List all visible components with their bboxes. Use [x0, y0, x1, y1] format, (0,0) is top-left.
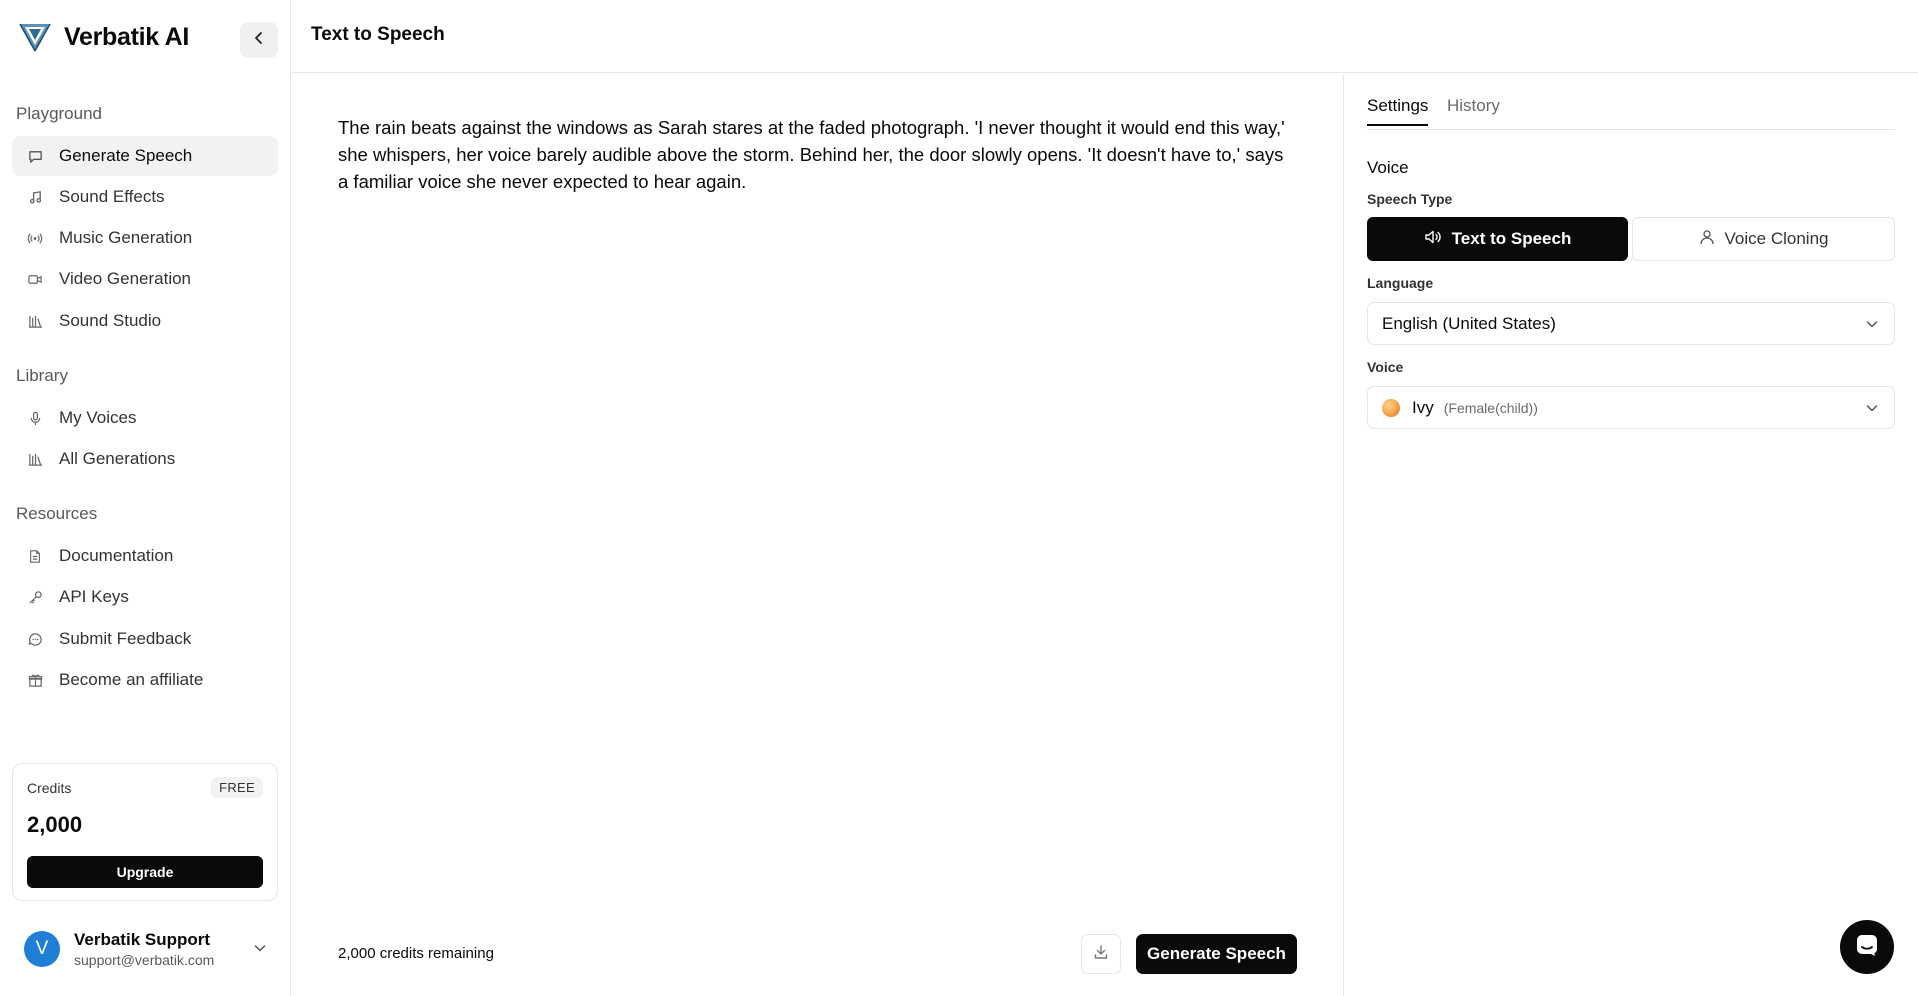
chevron-left-icon [251, 30, 267, 51]
tab-history[interactable]: History [1447, 96, 1500, 115]
credits-label: Credits [27, 780, 72, 796]
section-title-playground: Playground [16, 104, 103, 123]
collapse-sidebar-button[interactable] [240, 22, 278, 58]
text-to-speech-label: Text to Speech [1451, 229, 1572, 248]
credits-card [12, 763, 278, 901]
download-icon [1093, 944, 1109, 965]
verbatik-logo-icon [18, 20, 52, 54]
voice-avatar [1382, 399, 1400, 417]
sidebar-item-submit-feedback[interactable] [12, 619, 278, 659]
sidebar-item-label: Sound Effects [59, 187, 165, 206]
settings-panel [1345, 74, 1918, 996]
sidebar-item-video-generation[interactable] [12, 259, 278, 299]
library-icon [27, 451, 43, 467]
speech-type-toggle [1367, 217, 1895, 261]
sidebar-item-label: API Keys [59, 587, 129, 606]
speech-text-input[interactable]: The rain beats against the windows as Sarah stares at the faded photograph. 'I never thought it would end this way,' she whispers, her voice barely audible above the storm. Behind her, the door slowly opens. 'It doesn't have to,' says a familiar voice she never expected to hear again. [338, 117, 1285, 192]
sidebar-item-label: Become an affiliate [59, 670, 204, 689]
sidebar-item-label: Generate Speech [59, 146, 193, 165]
sidebar-item-generate-speech[interactable] [12, 136, 278, 176]
file-icon [27, 548, 43, 564]
plan-badge: FREE [211, 777, 263, 798]
chevron-down-icon [1864, 316, 1880, 337]
brand[interactable] [18, 20, 189, 54]
page-header [292, 0, 1918, 73]
user-name: Verbatik Support [74, 930, 211, 949]
page-title: Text to Speech [311, 24, 445, 45]
gift-icon [27, 672, 43, 688]
sidebar-item-label: Music Generation [59, 228, 193, 247]
sidebar-item-label: Sound Studio [59, 311, 162, 330]
voice-cloning-option[interactable] [1632, 217, 1895, 261]
library-icon [27, 313, 43, 329]
support-chat-button[interactable] [1840, 920, 1894, 974]
section-title-resources: Resources [16, 504, 98, 523]
voice-label: Voice [1367, 359, 1404, 375]
sidebar-item-music-generation[interactable] [12, 218, 278, 258]
voice-name: Ivy [1412, 397, 1434, 417]
speaker-icon [1424, 229, 1442, 250]
microphone-icon [27, 410, 43, 426]
chevron-down-icon [1864, 400, 1880, 421]
voice-section-title: Voice [1367, 158, 1409, 177]
brand-name: Verbatik AI [64, 22, 189, 51]
sidebar-item-label: Documentation [59, 546, 174, 565]
sidebar-item-sound-studio[interactable] [12, 301, 278, 341]
panel-tabs [1367, 96, 1895, 130]
speech-type-label: Speech Type [1367, 191, 1453, 207]
chat-bubble-icon [27, 631, 43, 647]
sidebar-item-api-keys[interactable] [12, 577, 278, 617]
user-icon [1699, 229, 1715, 250]
chevron-down-icon [252, 940, 268, 961]
voice-cloning-label: Voice Cloning [1724, 229, 1829, 248]
sidebar-item-documentation[interactable] [12, 536, 278, 576]
text-to-speech-option[interactable] [1367, 217, 1628, 261]
sidebar-item-my-voices[interactable] [12, 398, 278, 438]
language-value: English (United States) [1382, 313, 1556, 333]
credits-value: 2,000 [27, 812, 83, 837]
radio-waves-icon [27, 230, 43, 246]
sidebar-item-sound-effects[interactable] [12, 177, 278, 217]
tab-settings[interactable]: Settings [1367, 96, 1428, 126]
upgrade-button[interactable]: Upgrade [27, 856, 263, 888]
editor-area [292, 74, 1344, 996]
avatar: V [24, 931, 60, 967]
message-square-icon [27, 148, 43, 164]
music-note-icon [27, 189, 43, 205]
voice-meta: (Female(child)) [1443, 399, 1538, 416]
sidebar-item-label: My Voices [59, 408, 137, 427]
user-email: support@verbatik.com [74, 952, 215, 968]
user-info [74, 930, 214, 968]
generate-speech-button[interactable]: Generate Speech [1136, 934, 1297, 974]
download-button[interactable] [1081, 934, 1121, 974]
key-icon [27, 589, 43, 605]
language-select[interactable] [1367, 302, 1895, 345]
sidebar-item-become-an-affiliate[interactable] [12, 660, 278, 700]
sidebar-item-label: Video Generation [59, 269, 192, 288]
credits-remaining: 2,000 credits remaining [338, 945, 494, 962]
language-label: Language [1367, 275, 1434, 291]
sidebar-item-all-generations[interactable] [12, 439, 278, 479]
sidebar-item-label: All Generations [59, 449, 176, 468]
voice-select[interactable] [1367, 386, 1895, 429]
sidebar [0, 0, 291, 996]
user-menu[interactable] [12, 922, 278, 976]
video-icon [27, 271, 43, 287]
section-title-library: Library [16, 366, 68, 385]
sidebar-item-label: Submit Feedback [59, 629, 192, 648]
chat-icon [1854, 932, 1880, 963]
